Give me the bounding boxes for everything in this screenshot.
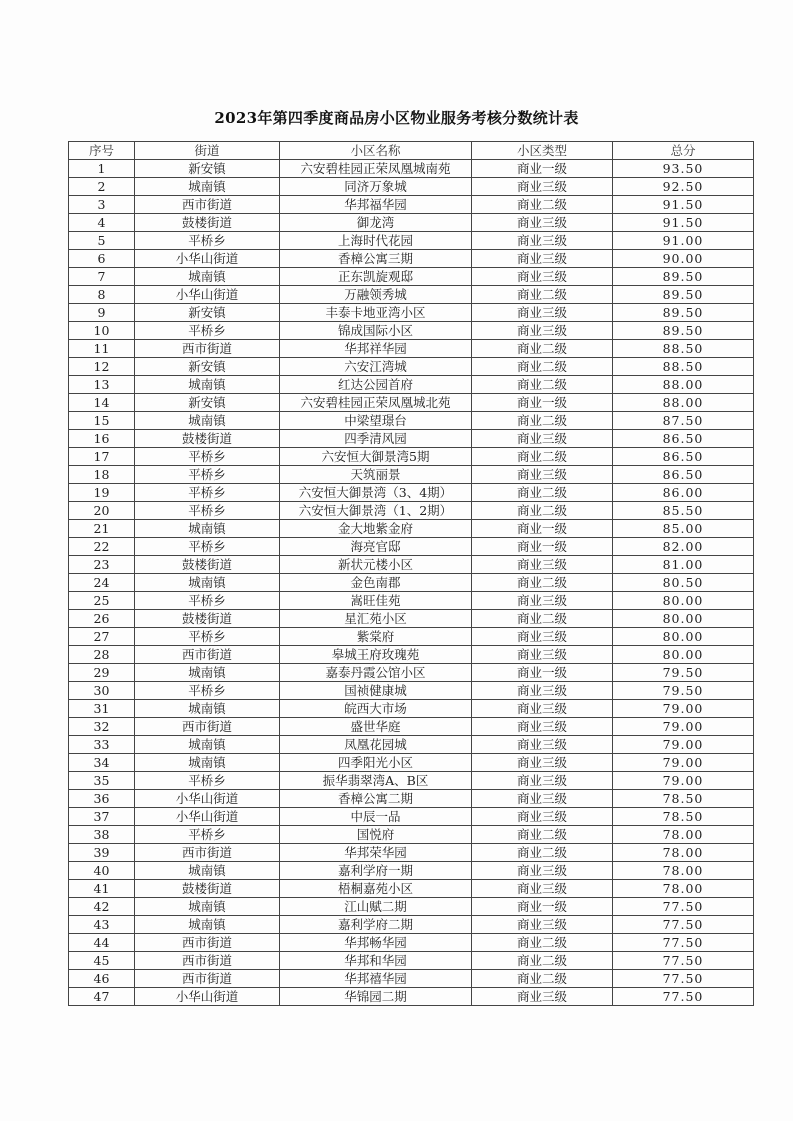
header-total-score: 总分: [613, 142, 754, 160]
table-row: [69, 772, 754, 790]
table-row: [69, 790, 754, 808]
cell-total-score: 79.00: [613, 736, 754, 754]
table-row: [69, 682, 754, 700]
cell-street: 平桥乡: [135, 682, 280, 700]
cell-community-type: 商业一级: [472, 538, 613, 556]
table-row: [69, 502, 754, 520]
cell-total-score: 81.00: [613, 556, 754, 574]
cell-street: 城南镇: [135, 898, 280, 916]
cell-community-name: 华邦荣华园: [280, 844, 472, 862]
cell-total-score: 80.00: [613, 628, 754, 646]
cell-community-name: 金色南郡: [280, 574, 472, 592]
cell-index: 11: [69, 340, 135, 358]
cell-street: 鼓楼街道: [135, 610, 280, 628]
cell-total-score: 89.50: [613, 304, 754, 322]
cell-community-type: 商业三级: [472, 250, 613, 268]
cell-total-score: 91.50: [613, 214, 754, 232]
cell-street: 平桥乡: [135, 232, 280, 250]
cell-index: 20: [69, 502, 135, 520]
cell-index: 28: [69, 646, 135, 664]
cell-total-score: 89.50: [613, 322, 754, 340]
cell-community-type: 商业一级: [472, 664, 613, 682]
cell-street: 城南镇: [135, 862, 280, 880]
cell-total-score: 78.00: [613, 844, 754, 862]
cell-community-type: 商业一级: [472, 520, 613, 538]
document-title: 2023年第四季度商品房小区物业服务考核分数统计表: [214, 109, 579, 127]
cell-index: 12: [69, 358, 135, 376]
table-row: [69, 556, 754, 574]
cell-community-name: 华邦畅华园: [280, 934, 472, 952]
cell-index: 5: [69, 232, 135, 250]
table-row: [69, 322, 754, 340]
cell-total-score: 91.00: [613, 232, 754, 250]
cell-community-type: 商业三级: [472, 772, 613, 790]
table-row: [69, 538, 754, 556]
table-row: [69, 916, 754, 934]
cell-street: 西市街道: [135, 718, 280, 736]
cell-community-type: 商业三级: [472, 988, 613, 1006]
cell-community-name: 皋城王府玫瑰苑: [280, 646, 472, 664]
cell-community-name: 锦成国际小区: [280, 322, 472, 340]
table-row: [69, 178, 754, 196]
cell-community-type: 商业三级: [472, 304, 613, 322]
cell-index: 34: [69, 754, 135, 772]
cell-total-score: 78.50: [613, 790, 754, 808]
cell-street: 平桥乡: [135, 484, 280, 502]
cell-community-type: 商业二级: [472, 448, 613, 466]
table-row: [69, 340, 754, 358]
cell-community-type: 商业二级: [472, 844, 613, 862]
table-row: [69, 592, 754, 610]
cell-index: 38: [69, 826, 135, 844]
cell-street: 鼓楼街道: [135, 556, 280, 574]
cell-community-type: 商业三级: [472, 430, 613, 448]
cell-street: 城南镇: [135, 268, 280, 286]
table-row: [69, 952, 754, 970]
table-row: [69, 304, 754, 322]
table-row: [69, 250, 754, 268]
cell-community-type: 商业三级: [472, 862, 613, 880]
cell-index: 36: [69, 790, 135, 808]
cell-index: 17: [69, 448, 135, 466]
table-row: [69, 214, 754, 232]
table-row: [69, 754, 754, 772]
cell-community-name: 嘉利学府一期: [280, 862, 472, 880]
cell-community-name: 江山赋二期: [280, 898, 472, 916]
table-row: [69, 412, 754, 430]
cell-index: 7: [69, 268, 135, 286]
cell-index: 46: [69, 970, 135, 988]
cell-index: 1: [69, 160, 135, 178]
cell-street: 城南镇: [135, 412, 280, 430]
cell-community-name: 华邦祥华园: [280, 340, 472, 358]
table-row: [69, 718, 754, 736]
cell-community-name: 六安江湾城: [280, 358, 472, 376]
cell-index: 23: [69, 556, 135, 574]
table-row: [69, 646, 754, 664]
cell-total-score: 85.00: [613, 520, 754, 538]
cell-community-name: 天筑丽景: [280, 466, 472, 484]
cell-community-name: 六安碧桂园正荣凤凰城南苑: [280, 160, 472, 178]
cell-community-type: 商业二级: [472, 826, 613, 844]
cell-street: 平桥乡: [135, 772, 280, 790]
cell-community-name: 华邦和华园: [280, 952, 472, 970]
table-row: [69, 880, 754, 898]
cell-community-type: 商业三级: [472, 718, 613, 736]
cell-community-type: 商业三级: [472, 880, 613, 898]
cell-street: 鼓楼街道: [135, 430, 280, 448]
cell-community-name: 海亮官邸: [280, 538, 472, 556]
cell-total-score: 86.50: [613, 430, 754, 448]
cell-street: 鼓楼街道: [135, 880, 280, 898]
cell-street: 城南镇: [135, 736, 280, 754]
cell-community-name: 正东凯旋观邸: [280, 268, 472, 286]
cell-community-type: 商业三级: [472, 736, 613, 754]
cell-street: 平桥乡: [135, 448, 280, 466]
cell-street: 平桥乡: [135, 502, 280, 520]
cell-community-type: 商业二级: [472, 574, 613, 592]
cell-index: 33: [69, 736, 135, 754]
cell-community-name: 金大地紫金府: [280, 520, 472, 538]
table-row: [69, 970, 754, 988]
cell-total-score: 77.50: [613, 898, 754, 916]
cell-street: 小华山街道: [135, 286, 280, 304]
cell-community-name: 国悦府: [280, 826, 472, 844]
cell-street: 小华山街道: [135, 250, 280, 268]
cell-community-name: 四季清风园: [280, 430, 472, 448]
cell-index: 9: [69, 304, 135, 322]
table-row: [69, 466, 754, 484]
cell-community-type: 商业三级: [472, 592, 613, 610]
cell-street: 城南镇: [135, 664, 280, 682]
cell-index: 3: [69, 196, 135, 214]
table-row: [69, 448, 754, 466]
cell-community-name: 梧桐嘉苑小区: [280, 880, 472, 898]
cell-community-name: 嵩旺佳苑: [280, 592, 472, 610]
cell-index: 18: [69, 466, 135, 484]
table-row: [69, 520, 754, 538]
cell-community-name: 同济万象城: [280, 178, 472, 196]
cell-community-name: 嘉利学府二期: [280, 916, 472, 934]
table-row: [69, 898, 754, 916]
score-table: [68, 141, 754, 1006]
cell-community-type: 商业三级: [472, 322, 613, 340]
table-row: [69, 376, 754, 394]
cell-community-type: 商业三级: [472, 808, 613, 826]
table-row: [69, 430, 754, 448]
cell-street: 平桥乡: [135, 592, 280, 610]
cell-community-name: 嘉泰丹霞公馆小区: [280, 664, 472, 682]
cell-community-type: 商业二级: [472, 502, 613, 520]
cell-community-name: 华邦禧华园: [280, 970, 472, 988]
header-index: 序号: [69, 142, 135, 160]
cell-community-type: 商业三级: [472, 790, 613, 808]
cell-community-name: 六安碧桂园正荣凤凰城北苑: [280, 394, 472, 412]
cell-community-type: 商业二级: [472, 412, 613, 430]
cell-community-type: 商业二级: [472, 610, 613, 628]
cell-street: 新安镇: [135, 394, 280, 412]
cell-index: 19: [69, 484, 135, 502]
cell-community-type: 商业二级: [472, 358, 613, 376]
cell-community-name: 丰泰卡地亚湾小区: [280, 304, 472, 322]
cell-total-score: 79.00: [613, 700, 754, 718]
cell-index: 27: [69, 628, 135, 646]
cell-street: 平桥乡: [135, 826, 280, 844]
cell-total-score: 78.00: [613, 862, 754, 880]
cell-total-score: 79.00: [613, 754, 754, 772]
cell-street: 城南镇: [135, 916, 280, 934]
cell-community-type: 商业三级: [472, 628, 613, 646]
cell-street: 西市街道: [135, 934, 280, 952]
cell-total-score: 82.00: [613, 538, 754, 556]
cell-community-type: 商业三级: [472, 178, 613, 196]
cell-street: 西市街道: [135, 196, 280, 214]
table-row: [69, 808, 754, 826]
cell-street: 鼓楼街道: [135, 214, 280, 232]
table-header-row: [69, 142, 754, 160]
table-row: [69, 934, 754, 952]
cell-total-score: 79.00: [613, 772, 754, 790]
cell-street: 平桥乡: [135, 466, 280, 484]
cell-index: 37: [69, 808, 135, 826]
cell-community-type: 商业二级: [472, 934, 613, 952]
cell-community-name: 国祯健康城: [280, 682, 472, 700]
cell-index: 10: [69, 322, 135, 340]
cell-community-name: 万融领秀城: [280, 286, 472, 304]
cell-street: 平桥乡: [135, 322, 280, 340]
cell-street: 新安镇: [135, 304, 280, 322]
cell-community-type: 商业三级: [472, 700, 613, 718]
cell-total-score: 89.50: [613, 268, 754, 286]
cell-total-score: 86.00: [613, 484, 754, 502]
cell-total-score: 88.00: [613, 376, 754, 394]
cell-index: 41: [69, 880, 135, 898]
table-row: [69, 844, 754, 862]
cell-community-name: 香樟公寓三期: [280, 250, 472, 268]
cell-index: 39: [69, 844, 135, 862]
cell-street: 西市街道: [135, 970, 280, 988]
cell-community-type: 商业三级: [472, 754, 613, 772]
cell-index: 15: [69, 412, 135, 430]
cell-index: 24: [69, 574, 135, 592]
header-community-name: 小区名称: [280, 142, 472, 160]
cell-total-score: 85.50: [613, 502, 754, 520]
cell-total-score: 89.50: [613, 286, 754, 304]
cell-community-type: 商业三级: [472, 214, 613, 232]
cell-community-type: 商业三级: [472, 466, 613, 484]
cell-community-type: 商业二级: [472, 286, 613, 304]
cell-total-score: 79.00: [613, 718, 754, 736]
cell-street: 城南镇: [135, 754, 280, 772]
cell-index: 25: [69, 592, 135, 610]
cell-community-name: 振华翡翠湾A、B区: [280, 772, 472, 790]
cell-total-score: 93.50: [613, 160, 754, 178]
cell-index: 2: [69, 178, 135, 196]
cell-index: 22: [69, 538, 135, 556]
cell-index: 32: [69, 718, 135, 736]
cell-total-score: 80.50: [613, 574, 754, 592]
cell-community-type: 商业一级: [472, 394, 613, 412]
cell-index: 35: [69, 772, 135, 790]
cell-community-name: 四季阳光小区: [280, 754, 472, 772]
cell-index: 31: [69, 700, 135, 718]
cell-total-score: 77.50: [613, 916, 754, 934]
cell-street: 城南镇: [135, 178, 280, 196]
cell-street: 西市街道: [135, 340, 280, 358]
cell-community-name: 星汇苑小区: [280, 610, 472, 628]
cell-community-name: 凤凰花园城: [280, 736, 472, 754]
table-row: [69, 862, 754, 880]
cell-total-score: 77.50: [613, 970, 754, 988]
table-row: [69, 736, 754, 754]
cell-index: 44: [69, 934, 135, 952]
table-row: [69, 286, 754, 304]
cell-community-name: 中辰一品: [280, 808, 472, 826]
cell-total-score: 86.50: [613, 448, 754, 466]
cell-total-score: 78.00: [613, 826, 754, 844]
cell-index: 14: [69, 394, 135, 412]
cell-street: 城南镇: [135, 376, 280, 394]
table-row: [69, 268, 754, 286]
cell-community-type: 商业三级: [472, 682, 613, 700]
cell-total-score: 80.00: [613, 610, 754, 628]
cell-community-name: 中梁望璟台: [280, 412, 472, 430]
table-row: [69, 628, 754, 646]
cell-community-type: 商业三级: [472, 268, 613, 286]
cell-community-name: 六安恒大御景湾（1、2期）: [280, 502, 472, 520]
cell-total-score: 78.50: [613, 808, 754, 826]
cell-total-score: 77.50: [613, 934, 754, 952]
cell-index: 21: [69, 520, 135, 538]
cell-street: 平桥乡: [135, 538, 280, 556]
cell-street: 西市街道: [135, 646, 280, 664]
cell-index: 13: [69, 376, 135, 394]
table-row: [69, 826, 754, 844]
cell-community-name: 皖西大市场: [280, 700, 472, 718]
table-row: [69, 700, 754, 718]
cell-total-score: 90.00: [613, 250, 754, 268]
cell-index: 30: [69, 682, 135, 700]
cell-community-type: 商业三级: [472, 556, 613, 574]
cell-community-name: 香樟公寓二期: [280, 790, 472, 808]
table-row: [69, 664, 754, 682]
table-row: [69, 394, 754, 412]
header-street: 街道: [135, 142, 280, 160]
cell-index: 43: [69, 916, 135, 934]
table-row: [69, 484, 754, 502]
table-row: [69, 232, 754, 250]
cell-total-score: 88.50: [613, 340, 754, 358]
cell-community-name: 华锦园二期: [280, 988, 472, 1006]
cell-community-type: 商业二级: [472, 196, 613, 214]
cell-street: 城南镇: [135, 700, 280, 718]
cell-index: 4: [69, 214, 135, 232]
header-community-type: 小区类型: [472, 142, 613, 160]
cell-community-type: 商业二级: [472, 952, 613, 970]
cell-index: 26: [69, 610, 135, 628]
cell-community-name: 新状元楼小区: [280, 556, 472, 574]
cell-total-score: 88.50: [613, 358, 754, 376]
cell-community-name: 御龙湾: [280, 214, 472, 232]
cell-street: 新安镇: [135, 358, 280, 376]
cell-community-type: 商业二级: [472, 970, 613, 988]
cell-street: 小华山街道: [135, 790, 280, 808]
cell-total-score: 79.50: [613, 664, 754, 682]
cell-community-name: 盛世华庭: [280, 718, 472, 736]
cell-index: 40: [69, 862, 135, 880]
cell-community-type: 商业二级: [472, 484, 613, 502]
cell-community-name: 华邦福华园: [280, 196, 472, 214]
cell-community-name: 紫棠府: [280, 628, 472, 646]
cell-total-score: 86.50: [613, 466, 754, 484]
table-row: [69, 574, 754, 592]
cell-community-type: 商业三级: [472, 646, 613, 664]
cell-street: 小华山街道: [135, 808, 280, 826]
cell-street: 城南镇: [135, 574, 280, 592]
cell-total-score: 79.50: [613, 682, 754, 700]
cell-total-score: 92.50: [613, 178, 754, 196]
cell-community-type: 商业二级: [472, 376, 613, 394]
cell-street: 西市街道: [135, 844, 280, 862]
cell-index: 8: [69, 286, 135, 304]
cell-index: 29: [69, 664, 135, 682]
cell-street: 西市街道: [135, 952, 280, 970]
cell-community-type: 商业一级: [472, 160, 613, 178]
cell-community-name: 上海时代花园: [280, 232, 472, 250]
table-row: [69, 160, 754, 178]
cell-street: 新安镇: [135, 160, 280, 178]
table-row: [69, 988, 754, 1006]
cell-community-type: 商业三级: [472, 232, 613, 250]
cell-community-type: 商业一级: [472, 898, 613, 916]
cell-total-score: 87.50: [613, 412, 754, 430]
cell-index: 6: [69, 250, 135, 268]
cell-total-score: 80.00: [613, 592, 754, 610]
table-row: [69, 358, 754, 376]
cell-street: 平桥乡: [135, 628, 280, 646]
cell-total-score: 77.50: [613, 952, 754, 970]
cell-total-score: 78.00: [613, 880, 754, 898]
cell-index: 45: [69, 952, 135, 970]
table-row: [69, 610, 754, 628]
cell-community-name: 红达公园首府: [280, 376, 472, 394]
cell-index: 47: [69, 988, 135, 1006]
cell-total-score: 77.50: [613, 988, 754, 1006]
cell-index: 42: [69, 898, 135, 916]
cell-community-name: 六安恒大御景湾（3、4期）: [280, 484, 472, 502]
cell-street: 小华山街道: [135, 988, 280, 1006]
cell-community-type: 商业二级: [472, 340, 613, 358]
cell-total-score: 91.50: [613, 196, 754, 214]
cell-community-type: 商业三级: [472, 916, 613, 934]
cell-community-name: 六安恒大御景湾5期: [280, 448, 472, 466]
cell-total-score: 80.00: [613, 646, 754, 664]
cell-street: 城南镇: [135, 520, 280, 538]
cell-total-score: 88.00: [613, 394, 754, 412]
table-row: [69, 196, 754, 214]
cell-index: 16: [69, 430, 135, 448]
